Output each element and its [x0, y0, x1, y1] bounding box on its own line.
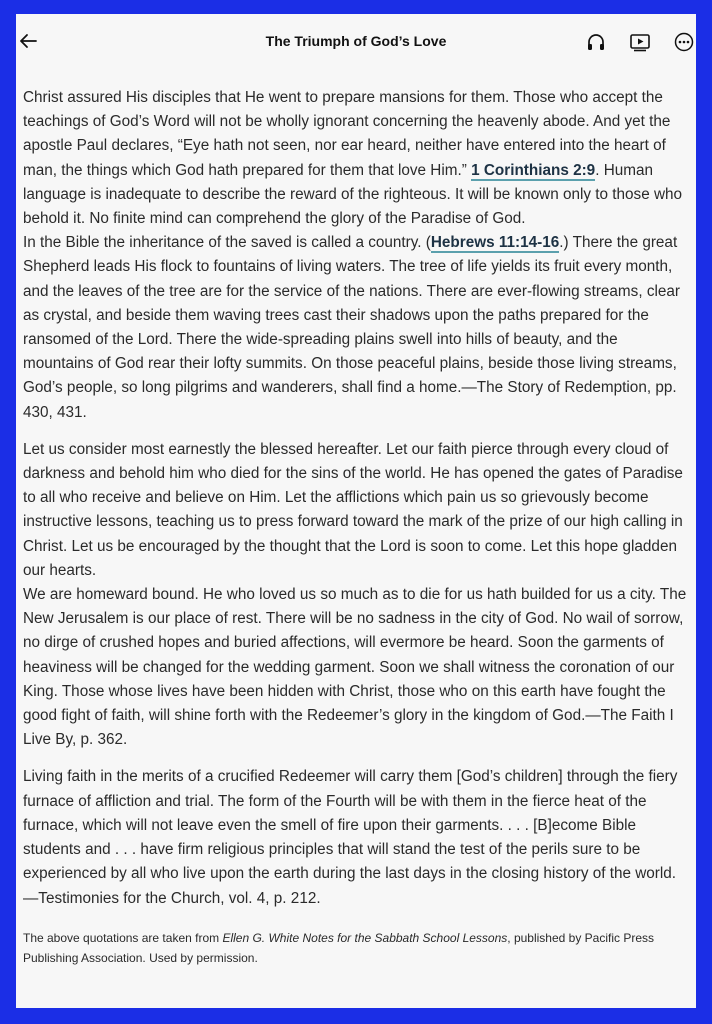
top-bar — [16, 14, 696, 68]
more-options-icon[interactable] — [673, 31, 695, 53]
paragraph-text: Christ assured His disciples that He went to prepare mansions for them. Those who accept the teachings of God’s Word will not be wholly ignorant concerning the heavenly abode. And yet the apostle Paul declares, “Eye hath not seen, nor ear heard, neither have entered into the heart of man, the things which God hath prepared for them that love Him.” — [23, 89, 671, 179]
attribution-footer — [23, 928, 689, 968]
paragraph — [23, 86, 689, 231]
paragraph-text: .) There the great Shepherd leads His flock to fountains of living waters. The tree of life yields its fruit every month, and the leaves of the tree are for the service of the nations. There are ever-flowing streams, clear as crystal, and beside them waving trees cast their shadows upon the paths prepared for the ransomed of the Lord. There the wide-spreading plains swell into hills of beauty, and the mountains of God rear their lofty summits. On those peaceful plains, beside those living streams, God’s people, so long pilgrims and wanderers, shall find a home.—The Story of Redemption, pp. 430, 431. — [23, 234, 680, 421]
app-window — [16, 14, 696, 1008]
video-play-icon[interactable] — [629, 31, 651, 53]
scripture-link-1-corinthians[interactable]: 1 Corinthians 2:9 — [471, 161, 596, 179]
paragraph-text: In the Bible the inheritance of the saved is called a country. ( — [23, 234, 431, 252]
source-title: Ellen G. White Notes for the Sabbath School Lessons — [222, 930, 508, 945]
paragraph: Let us consider most earnestly the blessed hereafter. Let our faith pierce through every cloud of darkness and behold him who died for the sins of the world. He has opened the gates of Paradise to all who receive and believe on Him. Let the afflictions which pain us so grievously become instructive lessons, teaching us to press forward toward the mark of the prize of our high calling in Christ. Let us be encouraged by the thought that the Lord is soon to come. Let this hope gladden our hearts. — [23, 440, 683, 579]
page-title: The Triumph of God’s Love — [265, 33, 447, 49]
paragraph: We are homeward bound. He who loved us so much as to die for us hath builded for us a city. The New Jerusalem is our place of rest. There will be no sadness in the city of God. No wail of sorrow, no dirge of crushed hopes and buried affections, will evermore be heard. Soon the garments of heaviness will be changed for the wedding garment. Soon we shall witness the coronation of our King. Those whose lives have been hidden with Christ, those who on this earth have fought the good fight of faith, will shine forth with the Redeemer’s glory in the kingdom of God.—The Faith I Live By, p. 362. — [23, 586, 687, 749]
scripture-link-hebrews[interactable]: Hebrews 11:14-16 — [430, 234, 560, 252]
footer-text: The above quotations are taken from — [23, 930, 223, 945]
paragraph: Living faith in the merits of a crucified Redeemer will carry them [God’s children] through the fiery furnace of affliction and trial. The form of the Fourth will be with them in the fierce heat of the furnace, which will not leave even the smell of fire upon their garments. . . . [B]ecome Bible students and . . . have firm religious principles that will stand the test of the perils sure to be experienced by all who live upon the earth during the last days in the closing history of the world.—Testimonies for the Church, vol. 4, p. 212. — [23, 768, 678, 907]
paragraph-text: . Human language is inadequate to describe the reward of the righteous. It will be known only to those who behold it. No finite mind can comprehend the glory of the Paradise of God. — [23, 161, 683, 228]
footer-text: , published by Pacific Press Publishing Association. Used by permission. — [23, 930, 655, 965]
headphones-icon[interactable] — [585, 31, 607, 53]
reading-content — [23, 86, 689, 968]
paragraph — [23, 231, 689, 425]
